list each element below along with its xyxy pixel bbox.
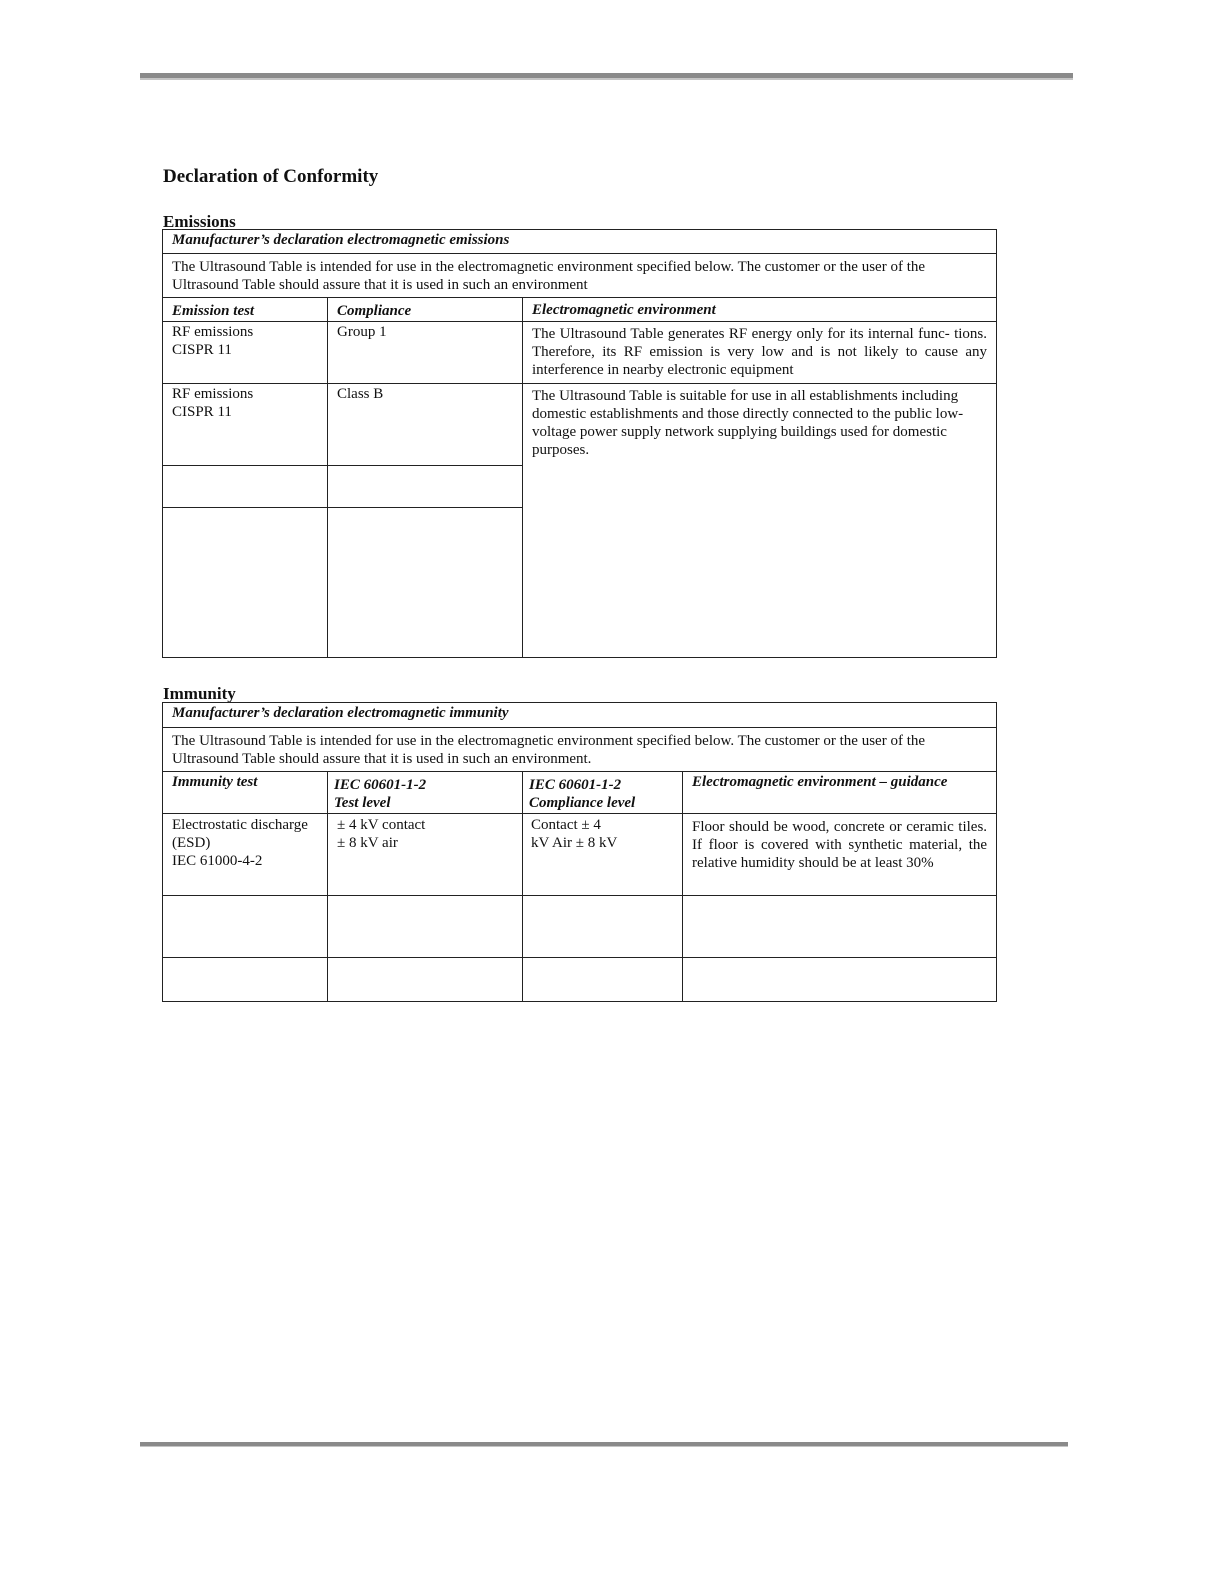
environment-cell: [523, 384, 997, 658]
table-row: [163, 814, 997, 896]
emissions-table-title: Manufacturer’s declaration electromagnetic emissions: [163, 230, 997, 254]
compliance-level-air: kV Air ± 8 kV: [531, 835, 618, 851]
emissions-intro: The Ultrasound Table is intended for use in the electromagnetic environment specified below. The customer or the user of the Ultrasound Table should assure that it is used in such an environment: [163, 254, 997, 298]
empty-cell: [683, 896, 997, 958]
emissions-section-title: Emissions: [163, 212, 236, 231]
empty-cell: [163, 958, 328, 1002]
empty-cell: [328, 958, 523, 1002]
compliance-cell: Class B: [328, 384, 523, 466]
guidance-header: Electromagnetic environment – guidance: [683, 772, 997, 814]
test-level-air: ± 8 kV air: [337, 835, 398, 851]
immunity-test-header: Immunity test: [163, 772, 328, 814]
immunity-test-standard: IEC 61000-4-2: [172, 853, 263, 869]
empty-row: [163, 958, 997, 1002]
table-row: [163, 322, 997, 384]
immunity-table: [162, 702, 997, 1002]
test-level-contact: ± 4 kV contact: [337, 817, 426, 833]
test-level-header-label: Test level: [334, 795, 391, 811]
emission-test-name: RF emissions: [172, 386, 254, 402]
compliance-level-header-label: Compliance level: [529, 795, 636, 811]
guidance-cell: Floor should be wood, concrete or ceramic tiles. If floor is covered with synthetic material, the relative humidity should be at least 30%: [683, 814, 997, 896]
compliance-header: Compliance: [328, 298, 523, 322]
table-row: [163, 384, 997, 466]
emission-test-cell: [163, 322, 328, 384]
emission-test-header: Emission test: [163, 298, 328, 322]
emission-test-cell: [163, 384, 328, 466]
compliance-level-header-standard: IEC 60601-1-2: [529, 777, 622, 793]
immunity-test-cell: [163, 814, 328, 896]
emission-test-standard: CISPR 11: [172, 342, 232, 358]
test-level-header-standard: IEC 60601-1-2: [334, 777, 427, 793]
page-title: Declaration of Conformity: [163, 166, 379, 187]
footer-rule: [140, 1442, 1068, 1447]
immunity-intro: The Ultrasound Table is intended for use in the electromagnetic environment specified below. The customer or the user of the Ultrasound Table should assure that it is used in such an environment.: [163, 728, 997, 772]
environment-cell: The Ultrasound Table generates RF energy only for its internal func- tions. Therefore, its RF emission is very low and is not likely to cause any interference in nearby electronic equipment: [523, 322, 997, 384]
empty-cell: [683, 958, 997, 1002]
compliance-level-header: [523, 772, 683, 814]
immunity-section-title: Immunity: [163, 684, 236, 703]
empty-cell: [163, 466, 328, 508]
emission-test-standard: CISPR 11: [172, 404, 232, 420]
immunity-test-name: Electrostatic discharge: [172, 817, 308, 833]
emission-test-name: RF emissions: [172, 324, 254, 340]
compliance-level-cell: [523, 814, 683, 896]
compliance-cell: Group 1: [328, 322, 523, 384]
empty-cell: [523, 896, 683, 958]
environment-header: Electromagnetic environment: [523, 298, 997, 322]
empty-cell: [163, 896, 328, 958]
environment-text: The Ultrasound Table is suitable for use in all establishments including domestic establishments and those directly connected to the public low-voltage power supply network supplying buildings used for domestic purposes.: [532, 388, 964, 458]
empty-cell: [163, 508, 328, 658]
test-level-header: [328, 772, 523, 814]
test-level-cell: [328, 814, 523, 896]
header-rule: [140, 73, 1073, 80]
empty-cell: [523, 958, 683, 1002]
immunity-test-abbr: (ESD): [172, 835, 211, 851]
immunity-table-title: Manufacturer’s declaration electromagnetic immunity: [163, 703, 997, 728]
empty-cell: [328, 508, 523, 658]
empty-cell: [328, 896, 523, 958]
empty-cell: [328, 466, 523, 508]
emissions-table: [162, 229, 997, 658]
empty-row: [163, 896, 997, 958]
compliance-level-contact: Contact ± 4: [531, 817, 601, 833]
